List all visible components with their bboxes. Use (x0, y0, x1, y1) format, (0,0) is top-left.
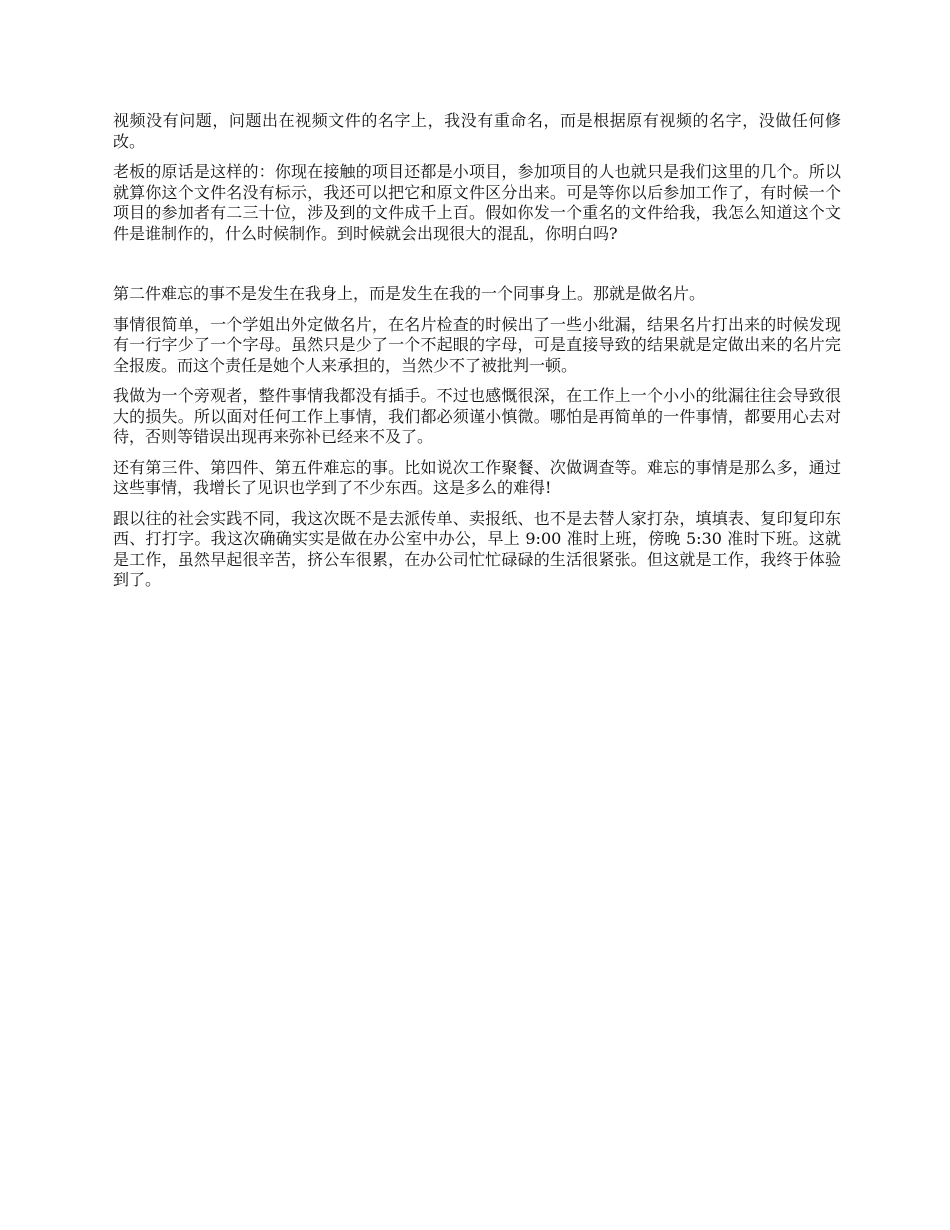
document-body (113, 111, 841, 601)
paragraph-boss-words: 老板的原话是这样的：你现在接触的项目还都是小项目，参加项目的人也就只是我们这里的几个。所以就算你这个文件名没有标示，我还可以把它和原文件区分出来。可是等你以后参加工作了，有时候一个项目的参加者有二三十位，涉及到的文件成千上百。假如你发一个重名的文件给我，我怎么知道这个文件是谁制作的，什么时候制作。到时候就会出现很大的混乱，你明白吗? (113, 162, 841, 243)
paragraph-business-card: 事情很简单，一个学姐出外定做名片，在名片检查的时候出了一些小纰漏，结果名片打出来的时候发现有一行字少了一个字母。虽然只是少了一个不起眼的字母，可是直接导致的结果就是定做出来的名片完全报废。而这个责任是她个人来承担的，当然少不了被批判一顿。 (113, 314, 841, 375)
paragraph-observer: 我做为一个旁观者，整件事情我都没有插手。不过也感慨很深，在工作上一个小小的纰漏往往会导致很大的损失。所以面对任何工作上事情，我们都必须谨小慎微。哪怕是再简单的一件事情，都要用心去对待，否则等错误出现再来弥补已经来不及了。 (113, 386, 841, 446)
paragraph-work-experience: 跟以往的社会实践不同，我这次既不是去派传单、卖报纸、也不是去替人家打杂，填填表、复印复印东西、打打字。我这次确确实实是做在办公室中办公，早上 9:00 准时上班，傍晚 5:30 准时下班。这就是工作，虽然早起很辛苦，挤公车很累，在办公司忙忙碌碌的生活很紧张。但这就是工作，我终于体验到了。 (113, 508, 841, 589)
paragraph-second-event: 第二件难忘的事不是发生在我身上，而是发生在我的一个同事身上。那就是做名片。 (113, 284, 706, 303)
paragraph-other-events: 还有第三件、第四件、第五件难忘的事。比如说次工作聚餐、次做调查等。难忘的事情是那么多，通过这些事情，我增长了见识也学到了不少东西。这是多么的难得! (113, 457, 841, 497)
paragraph-video-filename: 视频没有问题，问题出在视频文件的名字上，我没有重命名，而是根据原有视频的名字，没做任何修改。 (113, 111, 841, 151)
